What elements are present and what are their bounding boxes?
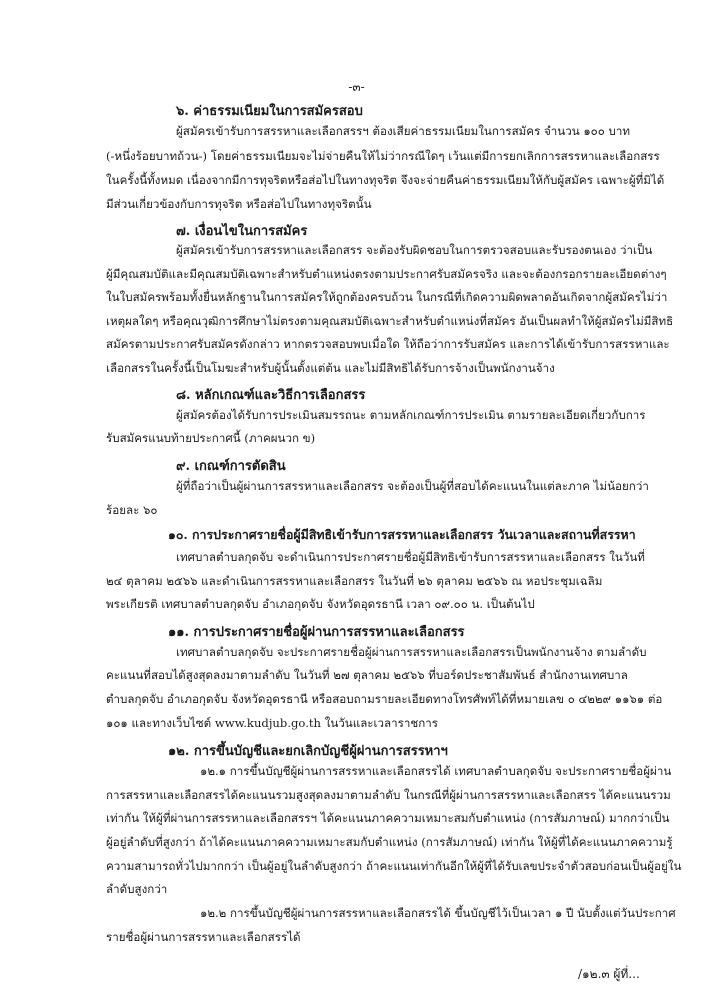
section-12-line: การสรรหาและเลือกสรรได้คะแนนรวมสูงสุดลงมาตามลำดับ ในกรณีที่ผู้ผ่านการสรรหาและเลือกสรร ได้คะแนนรวม <box>106 788 671 802</box>
section-12-line: ลำดับสูงกว่า <box>106 882 168 896</box>
section-6-line: มีส่วนเกี่ยวข้องกับการทุจริต หรือส่อไปในทางทุจริตนั้น <box>106 197 372 211</box>
section-11-title: ๑๑. การประกาศรายชื่อผู้ผ่านการสรรหาและเลือกสรร <box>168 625 465 640</box>
section-12-line: ผู้อยู่ลำดับที่สูงกว่า ถ้าได้คะแนนภาคความเหมาะสมกับตำแหน่ง (การสัมภาษณ์) เท่ากัน ให้ผู้ที่ได้คะแนนภาคความรู้ <box>106 835 673 849</box>
section-8-line: ผู้สมัครต้องได้รับการประเมินสมรรถนะ ตามหลักเกณฑ์การประเมิน ตามรายละเอียดเกี่ยวกับการ <box>176 408 646 422</box>
section-7-title: ๗. เงื่อนไขในการสมัคร <box>176 224 308 239</box>
section-9-title: ๙. เกณฑ์การตัดสิน <box>176 459 286 474</box>
section-7-line: เลือกสรรในครั้งนี้เป็นโมฆะสำหรับผู้นั้นตั้งแต่ต้น และไม่มีสิทธิได้รับการจ้างเป็นพนักงานจ้าง <box>106 361 555 375</box>
page-number: -๓- <box>348 80 365 94</box>
section-6-line: ในครั้งนี้ทั้งหมด เนื่องจากมีการทุจริตหรือส่อไปในทางทุจริต จึงจะจ่ายคืนค่าธรรมเนียมให้กับผู้สมัคร เฉพาะผู้ที่มิได้ <box>106 173 665 187</box>
section-8-title: ๘. หลักเกณฑ์และวิธีการเลือกสรร <box>176 388 366 403</box>
section-7-line: สมัครตามประกาศรับสมัครดังกล่าว หากตรวจสอบพบเมื่อใด ให้ถือว่าการรับสมัคร และการได้เข้ารับการสรรหาและ <box>106 337 670 351</box>
section-10-line: พระเกียรติ เทศบาลตำบลกุดจับ อำเภอกุดจับ จังหวัดอุดรธานี เวลา ๐๙.๐๐ น. เป็นต้นไป <box>106 597 535 611</box>
section-10-line: เทศบาลตำบลกุดจับ จะดำเนินการประกาศรายชื่อผู้มีสิทธิเข้ารับการสรรหาและเลือกสรร ในวันที่ <box>176 550 645 564</box>
section-6-line: ผู้สมัครเข้ารับการสรรหาและเลือกสรรฯ ต้องเสียค่าธรรมเนียมในการสมัคร จำนวน ๑๐๐ บาท <box>176 124 631 138</box>
section-10-title: ๑๐. การประกาศรายชื่อผู้มีสิทธิเข้ารับการสรรหาและเลือกสรร วันเวลาและสถานที่สรรหา <box>168 527 636 542</box>
section-7-line: ผู้มีคุณสมบัติและมีคุณสมบัติเฉพาะสำหรับตำแหน่งตรงตามประกาศรับสมัครจริง และจะต้องกรอกรายละเอียดต่างๆ <box>106 267 667 281</box>
section-7-line: เหตุผลใดๆ หรือคุณวุฒิการศึกษาไม่ตรงตามคุณสมบัติเฉพาะสำหรับตำแหน่งที่สมัคร อันเป็นผลทำให้ผู้สมัครไม่มีสิทธิ <box>106 314 674 328</box>
section-10-line: ๒๔ ตุลาคม ๒๕๖๖ และดำเนินการสรรหาและเลือกสรร ในวันที่ ๒๖ ตุลาคม ๒๕๖๖ ณ หอประชุมเฉลิม <box>106 574 603 588</box>
section-9-line: ผู้ที่ถือว่าเป็นผู้ผ่านการสรรหาและเลือกสรร จะต้องเป็นผู้ที่สอบได้คะแนนในแต่ละภาค ไม่น้อยกว่า <box>176 479 649 493</box>
section-11-line: เทศบาลตำบลกุดจับ จะประกาศรายชื่อผู้ผ่านการสรรหาและเลือกสรรเป็นพนักงานจ้าง ตามลำดับ <box>176 645 647 659</box>
section-12-line: ๑๒.๒ การขึ้นบัญชีผู้ผ่านการสรรหาและเลือกสรรได้ ขึ้นบัญชีไว้เป็นเวลา ๑ ปี นับตั้งแต่วันประกาศ <box>200 906 676 920</box>
section-9-line: ร้อยละ ๖๐ <box>106 503 158 517</box>
section-12-title: ๑๒. การขึ้นบัญชีและยกเลิกบัญชีผู้ผ่านการสรรหาฯ <box>168 744 448 759</box>
section-12-line: ๑๒.๑ การขึ้นบัญชีผู้ผ่านการสรรหาและเลือกสรรได้ เทศบาลตำบลกุดจับ จะประกาศรายชื่อผู้ผ่าน <box>200 764 672 778</box>
section-12-line: รายชื่อผู้ผ่านการสรรหาและเลือกสรรได้ <box>106 930 301 944</box>
section-11-line: ตำบลกุดจับ อำเภอกุดจับ จังหวัดอุดรธานี หรือสอบถามรายละเอียดทางโทรศัพท์ได้ที่หมายเลข ๐ ๔๒๒๙ ๑๑๖๑ ต่อ <box>106 692 663 706</box>
section-6-title: ๖. ค่าธรรมเนียมในการสมัครสอบ <box>176 104 363 119</box>
section-7-line: ในใบสมัครพร้อมทั้งยื่นหลักฐานในการสมัครให้ถูกต้องครบถ้วน ในกรณีที่เกิดความผิดพลาดอันเกิดจากผู้สมัครไม่ว่า <box>106 290 668 304</box>
section-12-line: เท่ากัน ให้ผู้ที่ผ่านการสรรหาและเลือกสรรฯ ได้คะแนนภาคความเหมาะสมกับตำแหน่ง (การสัมภาษณ์) มากกว่าเป็น <box>106 811 670 825</box>
section-7-line: ผู้สมัครเข้ารับการสรรหาและเลือกสรร จะต้องรับผิดชอบในการตรวจสอบและรับรองตนเอง ว่าเป็น <box>176 243 653 257</box>
continuation-reference: /๑๒.๓ ผู้ที่... <box>578 967 640 981</box>
section-11-line: คะแนนที่สอบได้สูงสุดลงมาตามลำดับ ในวันที่ ๒๗ ตุลาคม ๒๕๖๖ ที่บอร์ดประชาสัมพันธ์ สำนักงานเทศบาล <box>106 668 628 682</box>
section-11-line: ๑๐๑ และทางเว็บไซต์ www.kudjub.go.th ในวันและเวลาราชการ <box>106 716 438 730</box>
section-8-line: รับสมัครแนบท้ายประกาศนี้ (ภาคผนวก ข) <box>106 431 316 445</box>
section-6-line: (-หนึ่งร้อยบาทถ้วน-) โดยค่าธรรมเนียมจะไม่จ่ายคืนให้ไม่ว่ากรณีใดๆ เว้นแต่มีการยกเลิกการสรรหาและเลือกสรร <box>106 149 660 163</box>
section-12-line: ความสามารถทั่วไปมากกว่า เป็นผู้อยู่ในลำดับสูงกว่า ถ้าคะแนนเท่ากันอีกให้ผู้ที่ได้รับเลขประจำตัวสอบก่อนเป็นผู้อยู่ใน <box>106 859 682 873</box>
